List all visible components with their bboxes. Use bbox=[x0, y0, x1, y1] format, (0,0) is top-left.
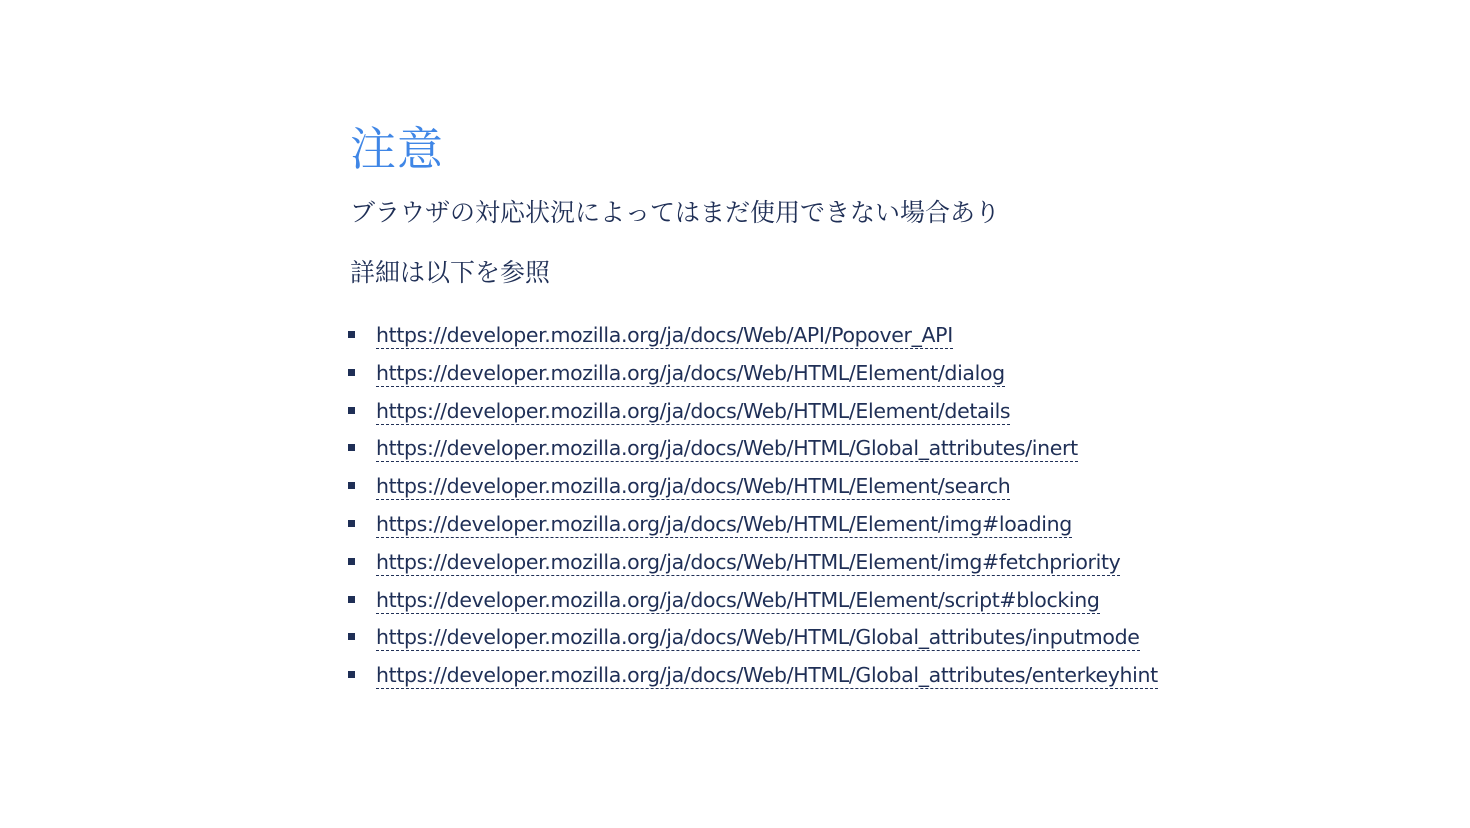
list-item bbox=[350, 509, 1250, 547]
square-bullet-icon bbox=[348, 369, 355, 376]
square-bullet-icon bbox=[348, 596, 355, 603]
reference-link[interactable]: https://developer.mozilla.org/ja/docs/Web/HTML/Global_attributes/inert bbox=[376, 436, 1078, 461]
list-item bbox=[350, 660, 1250, 698]
square-bullet-icon bbox=[348, 558, 355, 565]
list-item bbox=[350, 471, 1250, 509]
reference-link[interactable]: https://developer.mozilla.org/ja/docs/Web/HTML/Element/img#loading bbox=[376, 511, 1072, 536]
slide-content bbox=[350, 118, 1250, 698]
list-item bbox=[350, 320, 1250, 358]
reference-link[interactable]: https://developer.mozilla.org/ja/docs/Web/API/Popover_API bbox=[376, 323, 953, 347]
list-item bbox=[350, 547, 1250, 585]
square-bullet-icon bbox=[348, 671, 355, 678]
list-item bbox=[350, 433, 1250, 471]
slide-title: 注意 bbox=[350, 122, 444, 176]
square-bullet-icon bbox=[348, 444, 355, 451]
square-bullet-icon bbox=[348, 482, 355, 489]
list-item bbox=[350, 358, 1250, 396]
list-item bbox=[350, 585, 1250, 623]
reference-link[interactable]: https://developer.mozilla.org/ja/docs/Web/HTML/Global_attributes/enterkeyhint bbox=[376, 663, 1158, 688]
reference-link[interactable]: https://developer.mozilla.org/ja/docs/Web/HTML/Element/script#blocking bbox=[376, 587, 1100, 612]
list-item bbox=[350, 622, 1250, 660]
square-bullet-icon bbox=[348, 520, 355, 527]
reference-link[interactable]: https://developer.mozilla.org/ja/docs/Web/HTML/Global_attributes/inputmode bbox=[376, 625, 1140, 650]
reference-link[interactable]: https://developer.mozilla.org/ja/docs/Web/HTML/Element/search bbox=[376, 474, 1011, 499]
reference-link[interactable]: https://developer.mozilla.org/ja/docs/Web/HTML/Element/dialog bbox=[376, 360, 1005, 385]
square-bullet-icon bbox=[348, 407, 355, 414]
compatibility-note: ブラウザの対応状況によってはまだ使用できない場合あり bbox=[350, 198, 1001, 227]
square-bullet-icon bbox=[348, 633, 355, 640]
reference-link[interactable]: https://developer.mozilla.org/ja/docs/Web/HTML/Element/img#fetchpriority bbox=[376, 549, 1121, 574]
reference-note: 詳細は以下を参照 bbox=[350, 258, 551, 287]
reference-link[interactable]: https://developer.mozilla.org/ja/docs/Web/HTML/Element/details bbox=[376, 398, 1011, 423]
list-item bbox=[350, 396, 1250, 434]
reference-link-list bbox=[350, 320, 1250, 698]
square-bullet-icon bbox=[348, 331, 355, 338]
